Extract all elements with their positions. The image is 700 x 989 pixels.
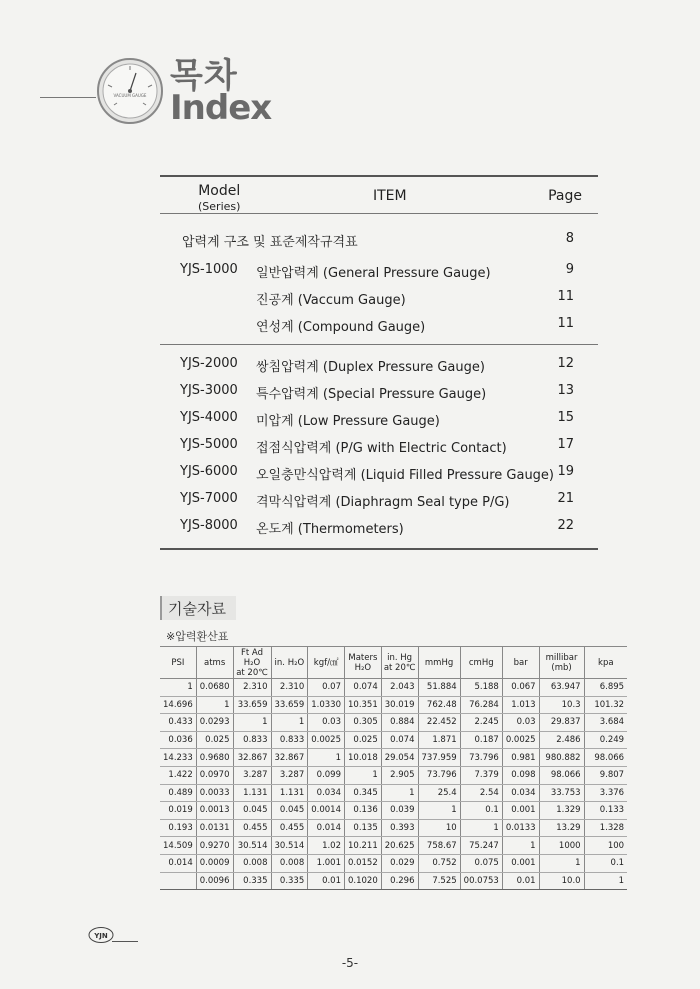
table-cell: 5.188 — [460, 679, 502, 697]
table-cell: 7.379 — [460, 766, 502, 784]
index-page: 21 — [557, 491, 574, 506]
table-cell: 9.807 — [584, 766, 627, 784]
table-cell: 0.001 — [502, 854, 539, 872]
table-cell: 98.066 — [584, 749, 627, 767]
table-cell: 0.01 — [502, 872, 539, 890]
table-cell: 73.796 — [460, 749, 502, 767]
table-cell: 0.0013 — [196, 802, 233, 820]
table-cell: 100 — [584, 837, 627, 855]
table-cell: 32.867 — [233, 749, 271, 767]
column-header-line: cmHg — [468, 657, 494, 668]
table-cell: 1.131 — [233, 784, 271, 802]
table-cell: 0.193 — [160, 819, 196, 837]
table-cell: 0.0133 — [502, 819, 539, 837]
index-item: 진공계 (Vaccum Gauge) — [256, 293, 406, 308]
column-header — [308, 647, 345, 679]
table-cell: 2.310 — [233, 679, 271, 697]
index-model: YJS-8000 — [180, 518, 238, 533]
index-row[interactable] — [160, 351, 598, 378]
table-cell: 1 — [196, 696, 233, 714]
table-cell: 0.001 — [502, 802, 539, 820]
table-cell: 3.287 — [233, 766, 271, 784]
table-cell: 10.3 — [539, 696, 584, 714]
table-cell: 0.067 — [502, 679, 539, 697]
index-page: 17 — [557, 437, 574, 452]
table-row — [160, 872, 627, 890]
pressure-conversion-table — [160, 646, 627, 890]
table-cell: 14.696 — [160, 696, 196, 714]
table-cell: 10.018 — [345, 749, 382, 767]
index-row[interactable] — [160, 405, 598, 432]
table-cell: 0.008 — [271, 854, 308, 872]
table-cell: 00.0753 — [460, 872, 502, 890]
table-cell: 2.905 — [381, 766, 418, 784]
table-cell: 737.959 — [418, 749, 460, 767]
table-cell: 2.54 — [460, 784, 502, 802]
column-header-line: atms — [204, 657, 226, 668]
table-cell: 0.752 — [418, 854, 460, 872]
table-cell: 0.345 — [345, 784, 382, 802]
col-model — [198, 184, 240, 214]
table-cell: 0.489 — [160, 784, 196, 802]
index-page: 11 — [557, 289, 574, 304]
table-cell: 0.025 — [345, 731, 382, 749]
index-model: YJS-1000 — [180, 262, 238, 277]
index-row[interactable] — [160, 432, 598, 459]
table-cell: 3.684 — [584, 714, 627, 732]
column-header — [345, 647, 382, 679]
table-cell: 0.036 — [160, 731, 196, 749]
table-cell: 1 — [460, 819, 502, 837]
index-item: 일반압력계 (General Pressure Gauge) — [256, 266, 491, 281]
table-cell: 0.075 — [460, 854, 502, 872]
col-item: ITEM — [373, 188, 407, 204]
index-model: YJS-6000 — [180, 464, 238, 479]
table-cell: 0.029 — [381, 854, 418, 872]
table-cell: 0.045 — [271, 802, 308, 820]
table-cell: 0.0970 — [196, 766, 233, 784]
table-cell: 0.07 — [308, 679, 345, 697]
table-cell: 1.422 — [160, 766, 196, 784]
table-cell: 2.245 — [460, 714, 502, 732]
table-cell: 75.247 — [460, 837, 502, 855]
table-cell: 0.0014 — [308, 802, 345, 820]
index-row[interactable] — [160, 513, 598, 540]
col-page: Page — [548, 188, 582, 204]
table-cell: 0.455 — [271, 819, 308, 837]
table-cell: 29.837 — [539, 714, 584, 732]
table-cell: 30.514 — [233, 837, 271, 855]
index-page: 11 — [557, 316, 574, 331]
column-header — [381, 647, 418, 679]
table-cell: 0.833 — [233, 731, 271, 749]
table-cell: 1.871 — [418, 731, 460, 749]
table-cell: 0.335 — [271, 872, 308, 890]
table-cell: 762.48 — [418, 696, 460, 714]
index-header — [160, 177, 598, 213]
table-cell: 6.895 — [584, 679, 627, 697]
column-header-line: H₂O — [354, 662, 372, 673]
table-cell: 10.351 — [345, 696, 382, 714]
table-cell: 33.659 — [233, 696, 271, 714]
table-row — [160, 819, 627, 837]
table-cell: 0.9680 — [196, 749, 233, 767]
table-cell: 10.211 — [345, 837, 382, 855]
table-cell: 758.67 — [418, 837, 460, 855]
table-cell: 29.054 — [381, 749, 418, 767]
table-row — [160, 837, 627, 855]
table-cell: 76.284 — [460, 696, 502, 714]
table-row — [160, 696, 627, 714]
table-cell: 1 — [160, 679, 196, 697]
index-page: 15 — [557, 410, 574, 425]
column-header — [233, 647, 271, 679]
column-header-line: kpa — [598, 657, 614, 668]
column-header-line: kgf/㎠ — [313, 657, 339, 668]
index-item: 오일충만식압력계 (Liquid Filled Pressure Gauge) — [256, 468, 555, 483]
index-row[interactable] — [160, 459, 598, 486]
table-row — [160, 679, 627, 697]
table-cell: 33.753 — [539, 784, 584, 802]
table-cell: 1.329 — [539, 802, 584, 820]
index-item: 쌍침압력계 (Duplex Pressure Gauge) — [256, 360, 485, 375]
table-cell: 0.014 — [308, 819, 345, 837]
table-cell: 0.0025 — [502, 731, 539, 749]
column-header-line: Ft Ad H₂O — [241, 647, 263, 668]
table-cell: 13.29 — [539, 819, 584, 837]
col-model-sub: (Series) — [198, 200, 241, 213]
table-cell: 0.1 — [460, 802, 502, 820]
column-header-line: at 20℃ — [383, 662, 416, 673]
index-model: YJS-3000 — [180, 383, 238, 398]
table-cell: 0.0033 — [196, 784, 233, 802]
logo-text: YJN — [94, 932, 108, 940]
table-cell: 0.455 — [233, 819, 271, 837]
index-row[interactable] — [160, 378, 598, 405]
table-cell: 0.01 — [308, 872, 345, 890]
header-rule — [40, 97, 96, 98]
table-cell: 0.187 — [460, 731, 502, 749]
table-cell: 0.433 — [160, 714, 196, 732]
table-cell: 0.074 — [345, 679, 382, 697]
index-model: YJS-4000 — [180, 410, 238, 425]
table-cell: 0.135 — [345, 819, 382, 837]
index-item: 압력계 구조 및 표준제작규격표 — [182, 235, 358, 250]
index-page: 9 — [565, 262, 574, 277]
column-header-line: millibar — [545, 652, 578, 663]
table-cell: 25.4 — [418, 784, 460, 802]
index-page: 12 — [557, 356, 574, 371]
table-cell: 1 — [308, 749, 345, 767]
table-cell: 30.514 — [271, 837, 308, 855]
table-cell: 0.019 — [160, 802, 196, 820]
table-cell: 3.376 — [584, 784, 627, 802]
table-cell: 1.013 — [502, 696, 539, 714]
table-cell: 2.310 — [271, 679, 308, 697]
table-row — [160, 854, 627, 872]
table-cell: 1 — [233, 714, 271, 732]
table-cell — [160, 872, 196, 890]
section-subtitle: ※압력환산표 — [166, 630, 229, 643]
table-cell: 0.008 — [233, 854, 271, 872]
table-cell: 0.0680 — [196, 679, 233, 697]
table-cell: 0.074 — [381, 731, 418, 749]
table-cell: 0.0131 — [196, 819, 233, 837]
table-cell: 0.098 — [502, 766, 539, 784]
table-cell: 0.9270 — [196, 837, 233, 855]
col-model-label: Model — [198, 183, 241, 199]
index-model: YJS-7000 — [180, 491, 238, 506]
table-cell: 0.039 — [381, 802, 418, 820]
column-header — [460, 647, 502, 679]
table-cell: 0.014 — [160, 854, 196, 872]
table-cell: 1 — [271, 714, 308, 732]
table-cell: 10.0 — [539, 872, 584, 890]
table-cell: 0.833 — [271, 731, 308, 749]
index-row[interactable] — [160, 257, 598, 284]
column-header — [271, 647, 308, 679]
table-cell: 14.233 — [160, 749, 196, 767]
table-cell: 0.1020 — [345, 872, 382, 890]
table-cell: 1.001 — [308, 854, 345, 872]
index-page: 19 — [557, 464, 574, 479]
table-row — [160, 784, 627, 802]
table-header-row — [160, 647, 627, 679]
table-cell: 7.525 — [418, 872, 460, 890]
table-cell: 2.486 — [539, 731, 584, 749]
index-model: YJS-5000 — [180, 437, 238, 452]
table-cell: 0.0009 — [196, 854, 233, 872]
column-header-line: PSI — [171, 657, 185, 668]
table-cell: 1 — [539, 854, 584, 872]
table-cell: 0.0152 — [345, 854, 382, 872]
table-cell: 0.03 — [308, 714, 345, 732]
pressure-gauge-icon — [96, 57, 164, 125]
table-row — [160, 714, 627, 732]
index-row[interactable] — [160, 486, 598, 513]
column-header — [539, 647, 584, 679]
table-cell: 0.045 — [233, 802, 271, 820]
index-item: 접점식압력계 (P/G with Electric Contact) — [256, 441, 507, 456]
table-cell: 0.025 — [196, 731, 233, 749]
index-item: 미압계 (Low Pressure Gauge) — [256, 414, 440, 429]
index-table — [160, 175, 598, 550]
index-item: 온도계 (Thermometers) — [256, 522, 404, 537]
table-cell: 0.981 — [502, 749, 539, 767]
table-cell: 0.0096 — [196, 872, 233, 890]
table-cell: 1 — [418, 802, 460, 820]
table-cell: 14.509 — [160, 837, 196, 855]
table-row — [160, 731, 627, 749]
table-cell: 1000 — [539, 837, 584, 855]
column-header-line: in. H₂O — [274, 657, 305, 668]
table-row — [160, 766, 627, 784]
table-cell: 0.133 — [584, 802, 627, 820]
index-model: YJS-2000 — [180, 356, 238, 371]
table-cell: 22.452 — [418, 714, 460, 732]
column-header-line: in. Hg — [387, 652, 413, 663]
index-item: 연성계 (Compound Gauge) — [256, 320, 426, 335]
table-cell: 101.32 — [584, 696, 627, 714]
table-cell: 1.131 — [271, 784, 308, 802]
table-cell: 0.1 — [584, 854, 627, 872]
table-cell: 0.034 — [502, 784, 539, 802]
column-header — [418, 647, 460, 679]
column-header — [196, 647, 233, 679]
table-cell: 0.305 — [345, 714, 382, 732]
table-cell: 73.796 — [418, 766, 460, 784]
table-cell: 0.884 — [381, 714, 418, 732]
index-row[interactable] — [160, 284, 598, 311]
table-cell: 51.884 — [418, 679, 460, 697]
table-cell: 1 — [502, 837, 539, 855]
table-cell: 0.099 — [308, 766, 345, 784]
table-cell: 2.043 — [381, 679, 418, 697]
index-page: 8 — [565, 231, 574, 246]
column-header-line: at 20℃ — [236, 667, 268, 678]
column-header-line: bar — [513, 657, 528, 668]
index-page: 13 — [557, 383, 574, 398]
table-cell: 1 — [345, 766, 382, 784]
table-cell: 1.0330 — [308, 696, 345, 714]
table-cell: 0.296 — [381, 872, 418, 890]
table-cell: 0.249 — [584, 731, 627, 749]
page-number: -5- — [341, 956, 359, 970]
index-page: 22 — [557, 518, 574, 533]
table-cell: 98.066 — [539, 766, 584, 784]
table-cell: 1 — [584, 872, 627, 890]
table-row — [160, 749, 627, 767]
footer-rule — [112, 941, 138, 942]
table-cell: 3.287 — [271, 766, 308, 784]
table-cell: 20.625 — [381, 837, 418, 855]
table-cell: 0.0293 — [196, 714, 233, 732]
column-header-line: mmHg — [424, 657, 454, 668]
table-cell: 63.947 — [539, 679, 584, 697]
table-cell: 1 — [381, 784, 418, 802]
company-logo — [88, 926, 114, 944]
table-cell: 0.03 — [502, 714, 539, 732]
index-item: 특수압력계 (Special Pressure Gauge) — [256, 387, 487, 402]
column-header-line: (mb) — [551, 662, 572, 673]
table-cell: 33.659 — [271, 696, 308, 714]
table-row — [160, 802, 627, 820]
table-cell: 30.019 — [381, 696, 418, 714]
index-row[interactable] — [160, 311, 598, 338]
table-cell: 1.02 — [308, 837, 345, 855]
gauge-label: VACUUM GAUGE — [113, 93, 147, 98]
table-cell: 10 — [418, 819, 460, 837]
table-cell: 980.882 — [539, 749, 584, 767]
column-header-line: Maters — [348, 652, 378, 663]
page-title-korean: 목차 — [170, 56, 238, 96]
column-header — [584, 647, 627, 679]
table-cell: 0.393 — [381, 819, 418, 837]
index-bottom-rule — [160, 548, 598, 550]
table-cell: 1.328 — [584, 819, 627, 837]
table-cell: 0.034 — [308, 784, 345, 802]
table-cell: 32.867 — [271, 749, 308, 767]
page-title-english: Index — [170, 88, 272, 128]
index-row[interactable] — [160, 226, 598, 253]
table-cell: 0.0025 — [308, 731, 345, 749]
column-header — [502, 647, 539, 679]
table-cell: 0.136 — [345, 802, 382, 820]
column-header — [160, 647, 196, 679]
table-cell: 0.335 — [233, 872, 271, 890]
index-item: 격막식압력계 (Diaphragm Seal type P/G) — [256, 495, 510, 510]
section-title: 기술자료 — [168, 600, 226, 618]
